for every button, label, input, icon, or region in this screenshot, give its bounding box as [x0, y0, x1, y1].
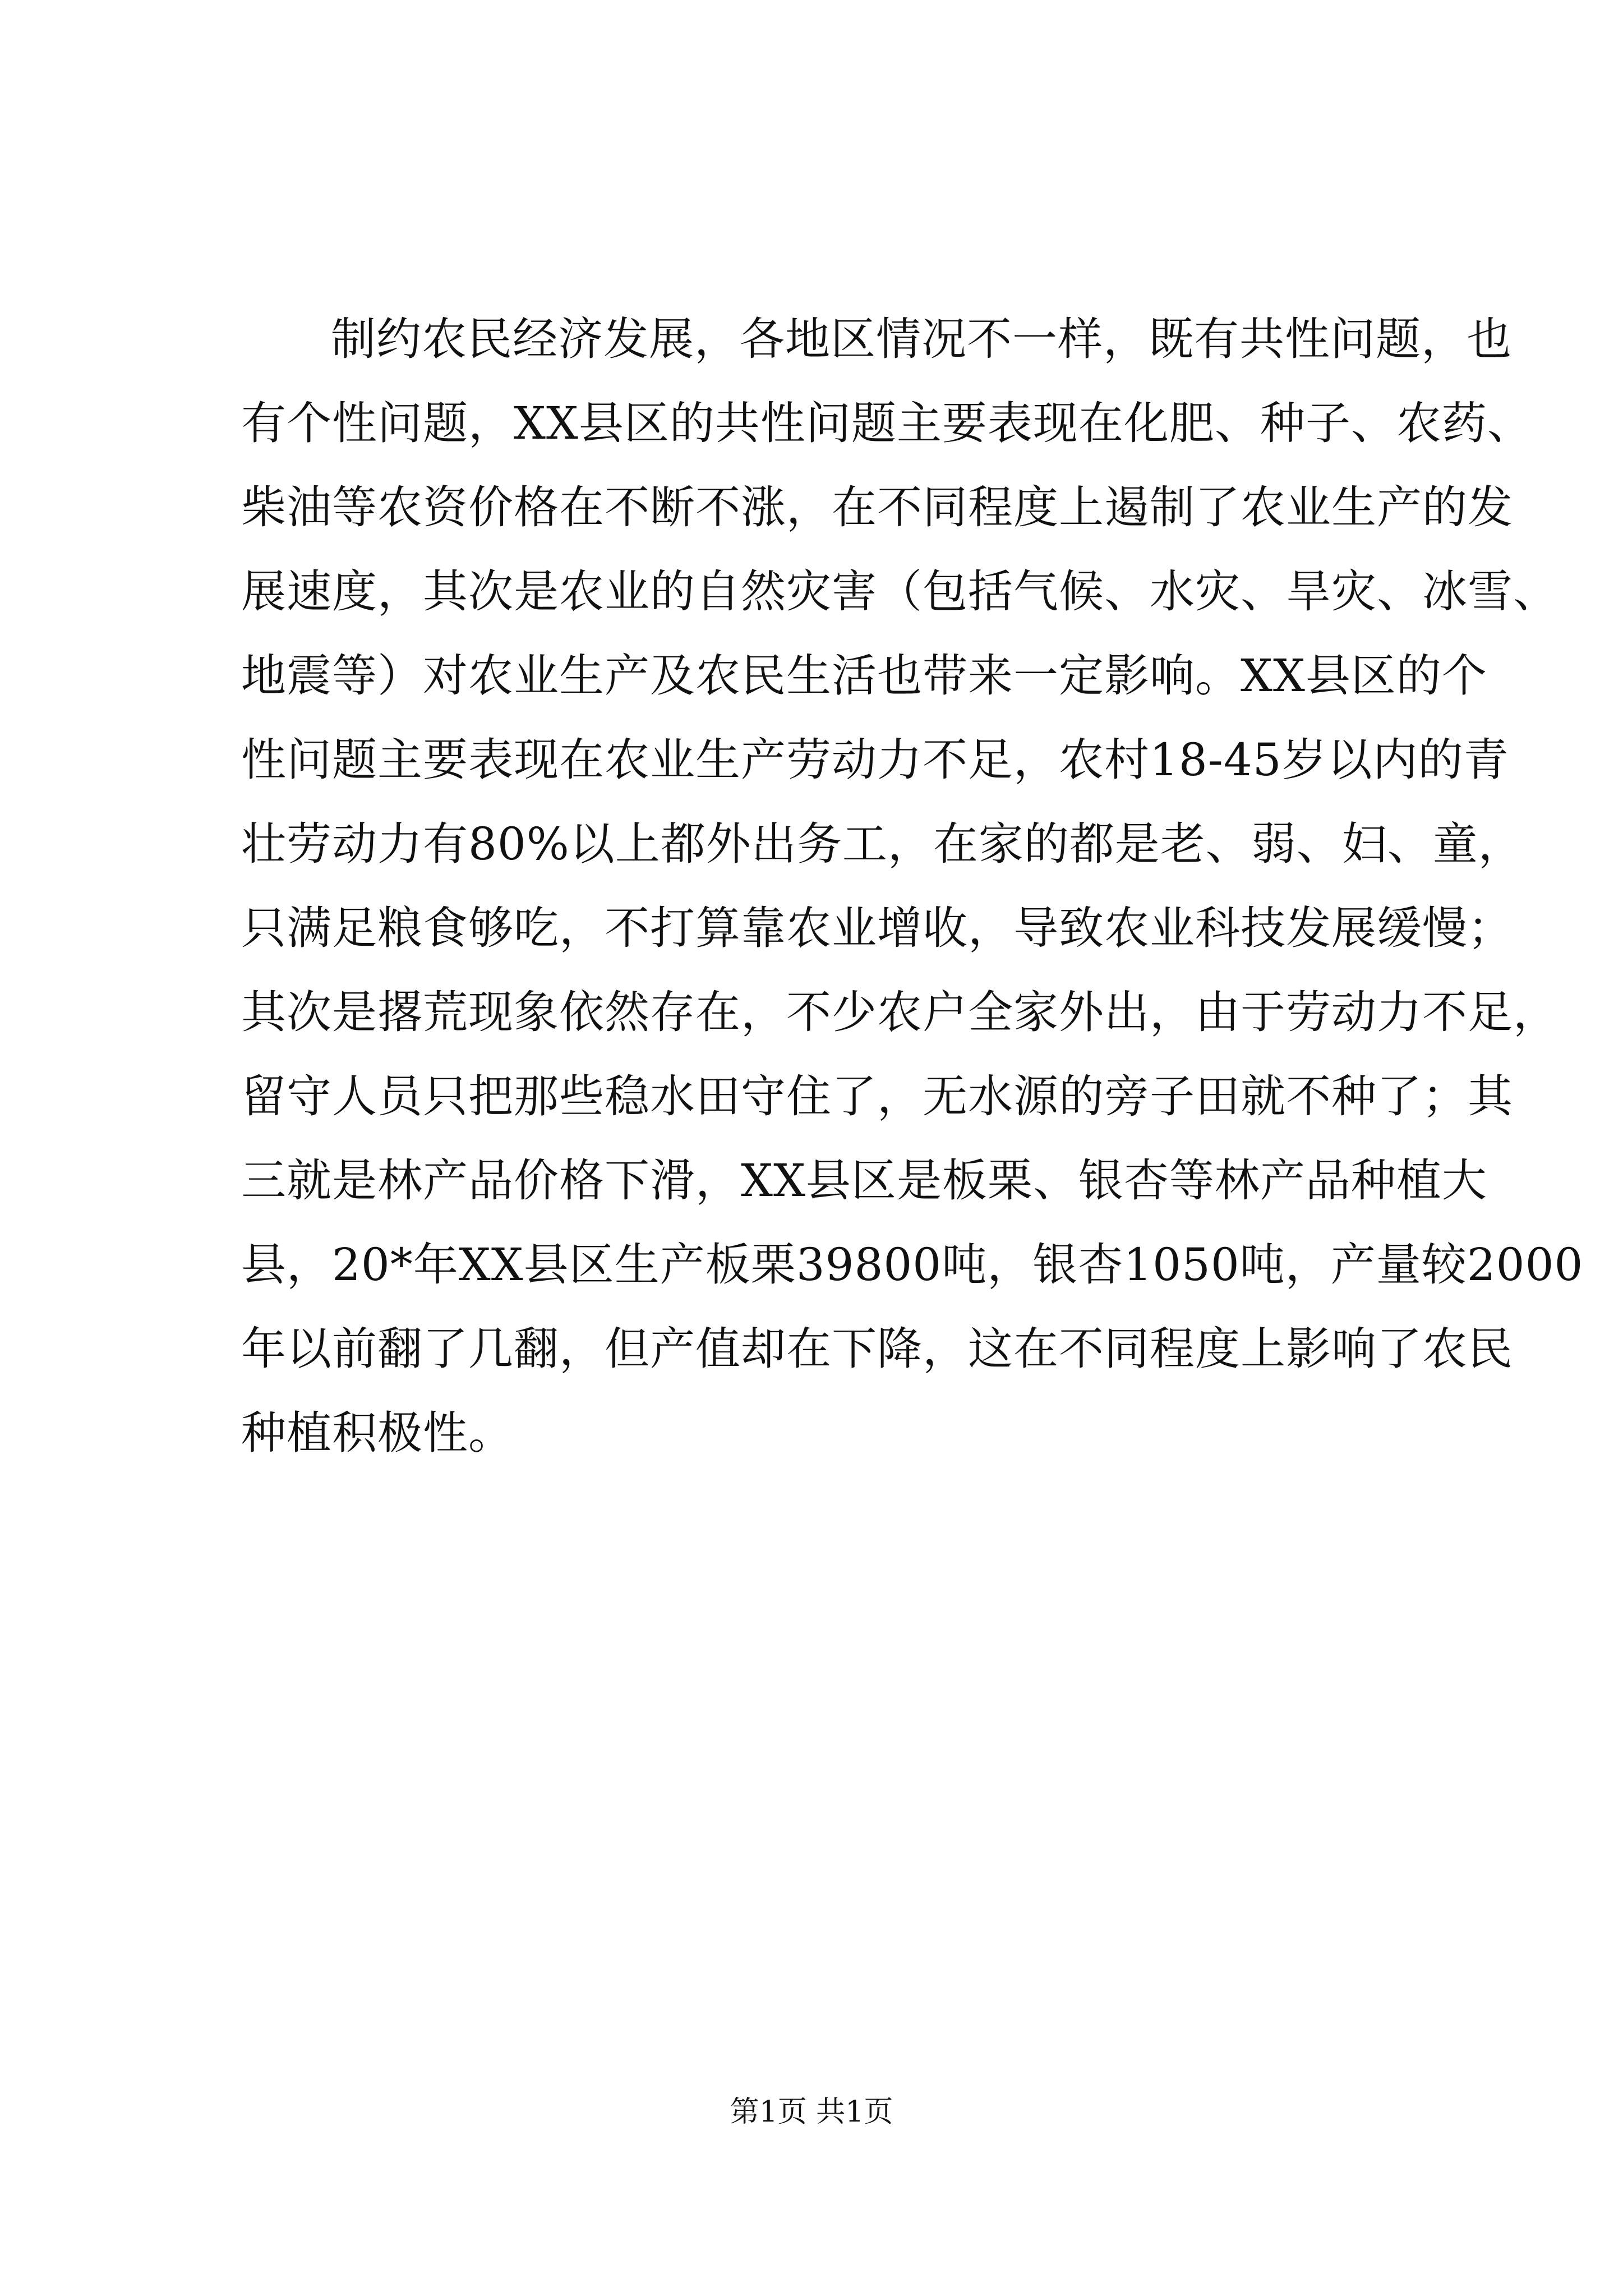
paragraph-line: 三就是林产品价格下滑，XX县区是板栗、银杏等林产品种植大 [241, 1154, 1487, 1207]
paragraph-line: 县，20*年XX县区生产板栗39800吨，银杏1050吨，产量较2000 [241, 1239, 1584, 1291]
page-number-footer: 第1页 共1页 [730, 2095, 893, 2129]
paragraph-line: 只满足粮食够吃，不打算靠农业增收，导致农业科技发展缓慢； [241, 902, 1513, 954]
paragraph-line: 地震等）对农业生产及农民生活也带来一定影响。XX县区的个 [241, 650, 1487, 702]
paragraph-line: 年以前翻了几翻，但产值却在下降，这在不同程度上影响了农民 [241, 1323, 1513, 1375]
paragraph-line: 性问题主要表现在农业生产劳动力不足，农村18-45岁以内的青 [241, 734, 1509, 786]
body-paragraph [241, 297, 1584, 1475]
paragraph-line: 有个性问题，XX县区的共性问题主要表现在化肥、种子、农药、 [241, 397, 1533, 449]
paragraph-line: 其次是撂荒现象依然存在，不少农户全家外出，由于劳动力不足， [241, 986, 1559, 1038]
paragraph-line: 制约农民经济发展，各地区情况不一样，既有共性问题，也 [331, 313, 1512, 365]
paragraph-line: 柴油等农资价格在不断不涨，在不同程度上遏制了农业生产的发 [241, 481, 1513, 533]
paragraph-line: 展速度，其次是农业的自然灾害（包括气候、水灾、旱灾、冰雪、 [241, 565, 1559, 618]
paragraph-line: 种植积极性。 [241, 1407, 514, 1459]
paragraph-line: 壮劳动力有80%以上都外出务工，在家的都是老、弱、妇、童， [241, 818, 1524, 870]
paragraph-line: 留守人员只把那些稳水田守住了，无水源的旁子田就不种了；其 [241, 1070, 1513, 1122]
